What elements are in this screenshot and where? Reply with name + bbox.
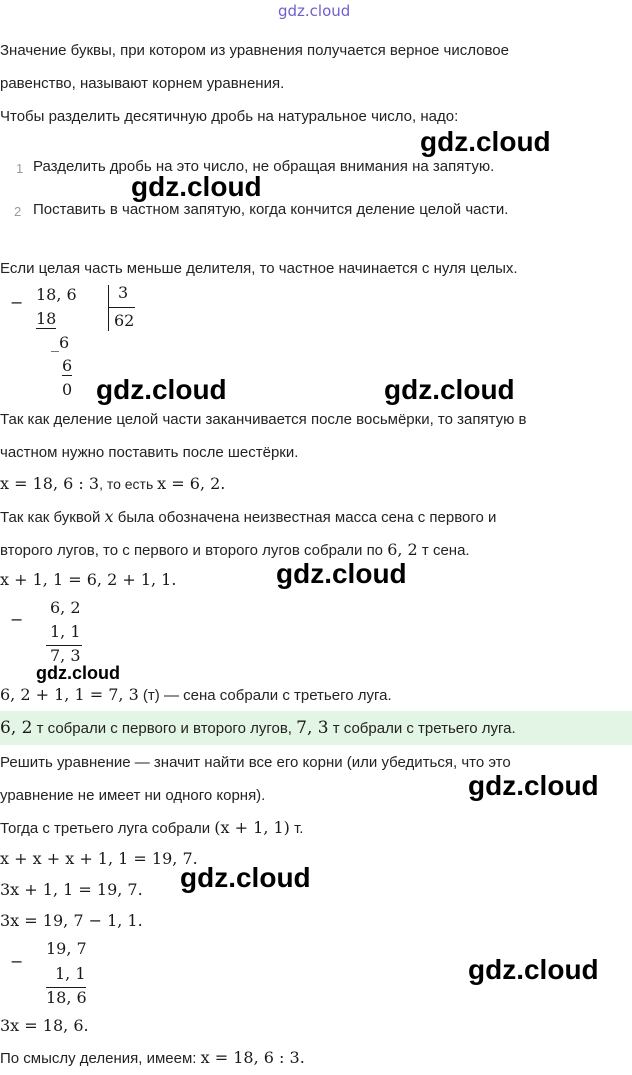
list-item-number-2: 2 — [14, 204, 22, 219]
third-meadow-expression-text: Тогда с третьего луга собрали — [0, 820, 215, 837]
solve-equation-line2: уравнение не имеет ни одного корня). — [0, 787, 266, 804]
meaning-value: 6, 2 — [387, 540, 418, 559]
definition-text-line1: Значение буквы, при котором из уравнения получается верное числовое — [0, 42, 509, 59]
comma-placement-line2: частном нужно поставить после шестёрки. — [0, 444, 299, 461]
third-meadow-expression-math: (x + 1, 1) — [214, 818, 290, 837]
meaning-text-b: была обозначена неизвестная масса сена с первого и — [113, 509, 497, 526]
equation-x-division: x = 18, 6 : 3 — [0, 474, 100, 493]
answer-line — [0, 718, 516, 738]
watermark: gdz.cloud — [420, 126, 551, 157]
watermark: gdz.cloud — [468, 954, 599, 985]
equation-connector: , то есть — [99, 476, 158, 492]
third-meadow-equation: 6, 2 + 1, 1 = 7, 3 — [0, 685, 139, 704]
watermark: gdz.cloud — [96, 374, 227, 405]
division-minus-sign: − — [10, 293, 24, 312]
division-bracket-horizontal — [108, 307, 135, 308]
subtraction-sign: − — [10, 952, 24, 971]
division-step-2: _6 — [51, 333, 70, 352]
subtraction-operand-b: 1, 1 — [55, 964, 86, 983]
site-watermark: gdz.cloud — [278, 2, 351, 20]
division-bracket-vertical — [108, 285, 109, 331]
comma-placement-line1: Так как деление целой части заканчивается после восьмёрки, то запятую в — [0, 411, 527, 428]
equation-3x-result: 3x = 18, 6. — [0, 1016, 89, 1035]
meaning-text-d: т сена. — [417, 542, 470, 559]
definition-text-line2: равенство, называют корнем уравнения. — [0, 75, 285, 92]
list-item-number-1: 1 — [16, 161, 24, 176]
equation-sum: x + x + x + 1, 1 = 19, 7. — [0, 849, 198, 868]
equation-3x-difference: 3x = 19, 7 − 1, 1. — [0, 911, 143, 930]
rule-intro-text: Чтобы разделить десятичную дробь на натуральное число, надо: — [0, 108, 459, 125]
third-meadow-text: (т) — сена собрали с третьего луга. — [138, 687, 392, 704]
third-meadow-result — [0, 685, 392, 704]
division-quotient: 62 — [114, 311, 135, 330]
addition-result: 7, 3 — [50, 646, 81, 665]
meaning-of-x-line1 — [0, 507, 496, 526]
watermark: gdz.cloud — [36, 663, 120, 683]
subtraction-result: 18, 6 — [46, 988, 87, 1007]
meaning-text-c: второго лугов, то с первого и второго лугов собрали по — [0, 542, 388, 559]
answer-value-1: 6, 2 — [0, 718, 33, 738]
solve-equation-line1: Решить уравнение — значит найти все его корни (или убедиться, что это — [0, 754, 511, 771]
subtraction-operand-a: 19, 7 — [46, 939, 87, 958]
division-meaning-math: x = 18, 6 : 3. — [200, 1048, 305, 1067]
addition-sign: − — [10, 610, 24, 629]
division-meaning-text: По смыслу деления, имеем: — [0, 1050, 201, 1067]
division-meaning-line — [0, 1048, 305, 1067]
watermark: gdz.cloud — [468, 770, 599, 801]
division-divisor: 3 — [118, 283, 129, 302]
meaning-of-x-line2 — [0, 540, 470, 559]
watermark: gdz.cloud — [384, 374, 515, 405]
addition-operand-b: 1, 1 — [50, 622, 81, 641]
addition-operand-a: 6, 2 — [50, 598, 81, 617]
watermark: gdz.cloud — [180, 862, 311, 893]
equation-third-meadow: x + 1, 1 = 6, 2 + 1, 1. — [0, 570, 177, 589]
equation-x-value: x = 6, 2. — [157, 474, 226, 493]
third-meadow-expression-tail: т. — [289, 820, 304, 837]
division-remainder: 0 — [62, 380, 73, 399]
answer-text-2: т собрали с третьего луга. — [328, 720, 516, 737]
zero-integers-text: Если целая часть меньше делителя, то частное начинается с нуля целых. — [0, 260, 518, 277]
watermark: gdz.cloud — [276, 558, 407, 589]
equation-result-line — [0, 474, 225, 493]
equation-3x-sum: 3x + 1, 1 = 19, 7. — [0, 880, 143, 899]
division-subtrahend-2: 6 — [62, 356, 73, 375]
answer-value-2: 7, 3 — [296, 718, 329, 738]
third-meadow-expression — [0, 818, 303, 837]
watermark: gdz.cloud — [131, 171, 262, 202]
meaning-text-a: Так как буквой — [0, 509, 105, 526]
division-subtrahend-1: 18 — [36, 309, 57, 328]
list-item-1: Разделить дробь на это число, не обращая внимания на запятую. — [33, 158, 495, 175]
meaning-x: x — [104, 507, 114, 526]
division-dividend: 18, 6 — [36, 285, 77, 304]
list-item-2: Поставить в частном запятую, когда кончится деление целой части. — [33, 201, 509, 218]
answer-text-1: т собрали с первого и второго лугов, — [32, 720, 297, 737]
